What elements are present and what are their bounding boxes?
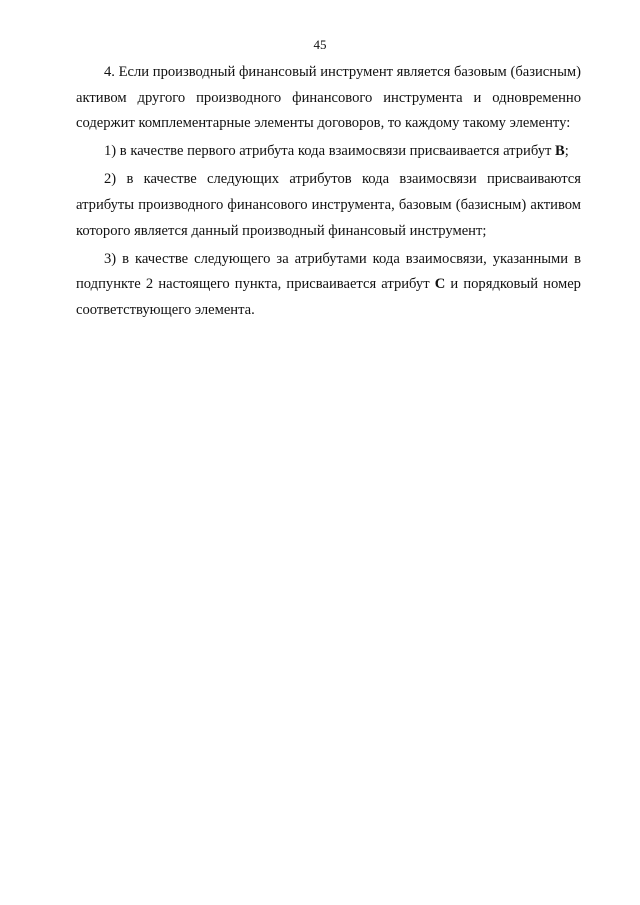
attribute-b: B — [555, 143, 565, 160]
paragraph-4: 4. Если производный финансовый инструмент является базовым (базисным) активом другого производного финансового инструмента и одновременно содержит комплементарные элементы договоров, то каждому такому элементу: — [76, 64, 581, 132]
subparagraph-3 — [76, 247, 581, 324]
attribute-c: C — [434, 276, 446, 293]
subparagraph-2: 2) в качестве следующих атрибутов кода взаимосвязи присваиваются атрибуты производного финансового инструмента, базовым (базисным) активом которого является данный производный финансовый инструмент; — [76, 171, 581, 239]
subparagraph-3-end: и порядковый номер соответствующего элемента. — [76, 276, 581, 318]
subparagraph-3-text: 3) в качестве следующего за атрибутами кода взаимосвязи, указанными в подпункте 2 настоящего пункта, присваивается атрибут — [76, 250, 581, 293]
subparagraph-1-end: ; — [564, 143, 569, 160]
document-body — [76, 60, 581, 326]
page-number: 45 — [313, 37, 327, 52]
subparagraph-1 — [76, 139, 581, 165]
subparagraph-1-text: 1) в качестве первого атрибута кода взаимосвязи присваивается атрибут — [104, 143, 556, 160]
